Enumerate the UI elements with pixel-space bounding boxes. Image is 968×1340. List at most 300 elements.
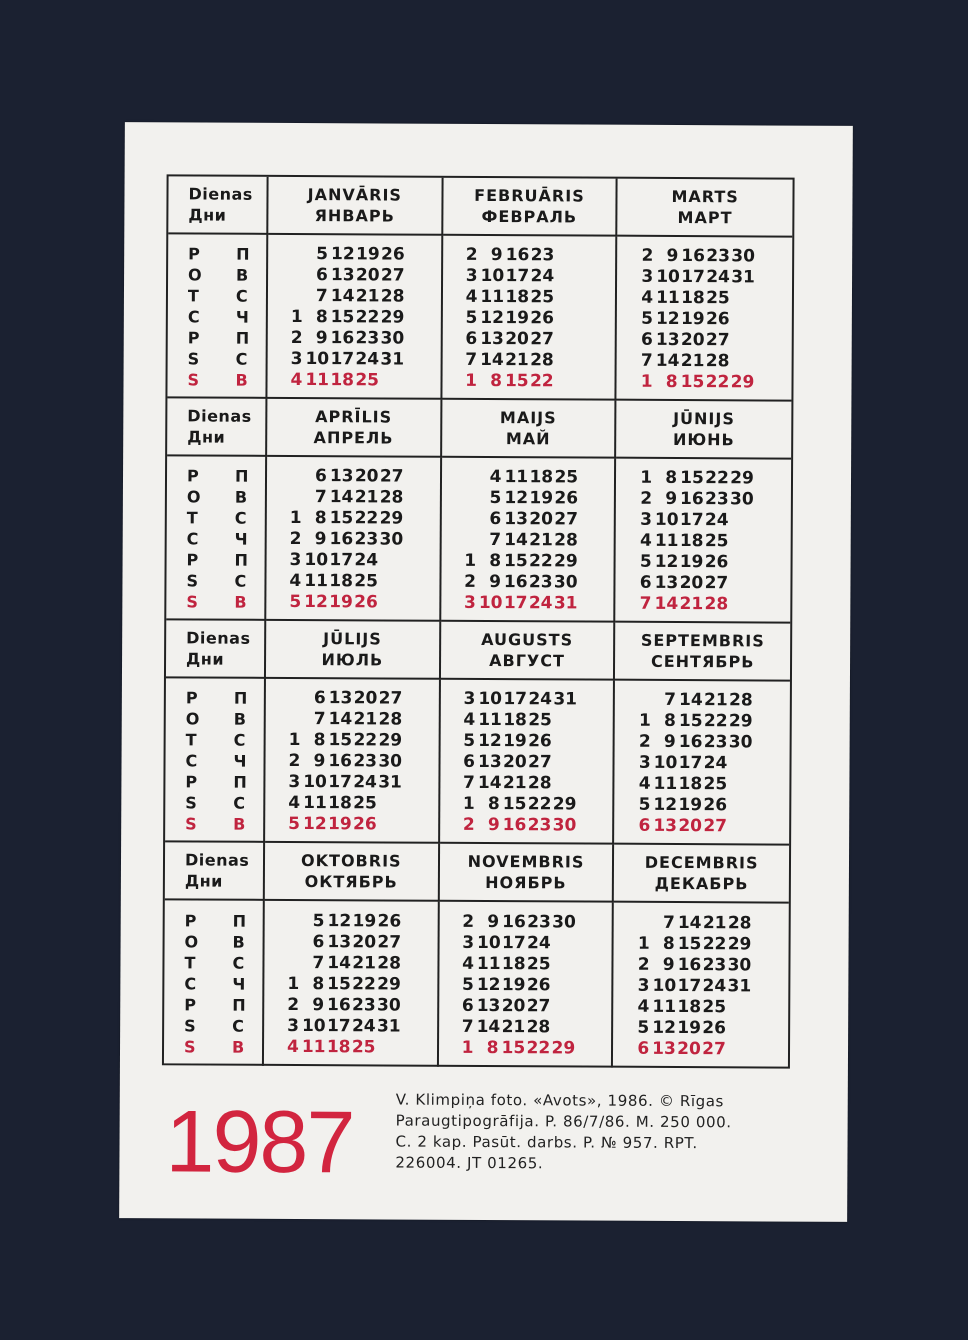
day-number: 26	[354, 591, 378, 612]
day-label-lv: T	[186, 507, 198, 527]
day-number: 10	[654, 509, 679, 530]
day-number: 29	[380, 306, 405, 328]
day-number: 10	[478, 592, 503, 613]
month-name-ru: ФЕВРАЛЬ	[481, 206, 578, 227]
day-number: 25	[706, 287, 730, 308]
day-number: 21	[352, 953, 377, 974]
day-label-row	[188, 348, 266, 369]
week-row	[267, 528, 440, 550]
day-number	[402, 912, 424, 933]
day-number: 13	[504, 508, 529, 529]
month-name-ru: ИЮЛЬ	[321, 650, 384, 670]
day-number	[730, 573, 752, 594]
day-number: 29	[378, 729, 403, 751]
day-label-row	[188, 243, 266, 264]
week-row	[614, 976, 789, 998]
week-row	[615, 731, 790, 753]
day-number: 15	[680, 371, 705, 392]
day-label-ru: П	[232, 911, 247, 931]
day-number	[403, 751, 425, 772]
day-number	[402, 996, 424, 1017]
day-number	[756, 288, 778, 309]
day-number: 28	[380, 285, 405, 307]
day-number	[552, 933, 574, 954]
week-row	[617, 371, 792, 393]
day-label-row	[187, 465, 265, 486]
day-number: 8	[664, 710, 676, 731]
day-number: 5	[463, 730, 476, 751]
day-number: 14	[330, 285, 355, 306]
week-row	[617, 287, 792, 309]
week-row	[265, 911, 438, 933]
day-number: 24	[528, 592, 553, 613]
day-number: 21	[505, 349, 529, 370]
day-labels	[167, 234, 268, 399]
day-number: 3	[463, 688, 476, 709]
day-label-lv: P	[185, 771, 198, 791]
day-number: 7	[662, 912, 675, 933]
day-number: 4	[638, 773, 651, 794]
month-name-ru: НОЯБРЬ	[485, 872, 567, 893]
week-row	[439, 912, 612, 934]
day-number: 16	[502, 814, 527, 835]
day-number	[553, 710, 575, 731]
day-number: 8	[486, 1038, 499, 1059]
day-number: 3	[463, 592, 476, 613]
week-row	[267, 369, 440, 391]
day-label-row	[187, 369, 265, 390]
week-row	[616, 572, 791, 594]
week-row	[267, 486, 440, 508]
day-number: 4	[286, 1036, 299, 1058]
day-number: 30	[728, 731, 753, 752]
day-label-ru: С	[234, 571, 247, 591]
day-number: 24	[528, 688, 553, 709]
week-row	[614, 955, 789, 977]
day-number: 12	[302, 813, 327, 834]
day-number: 24	[706, 266, 730, 287]
day-number: 6	[314, 465, 327, 486]
month-days	[442, 236, 618, 401]
day-number: 9	[490, 244, 503, 265]
month-name-ru: ДЕКАБРЬ	[654, 873, 749, 894]
day-number	[405, 349, 427, 370]
day-label-row	[185, 813, 263, 834]
day-number: 12	[652, 1017, 677, 1038]
day-number: 21	[703, 689, 728, 710]
day-label-lv: T	[184, 953, 196, 973]
day-number: 4	[489, 466, 502, 487]
day-number	[579, 509, 601, 530]
day-label-lv: S	[183, 1037, 196, 1057]
day-label-lv: P	[184, 911, 197, 931]
day-number: 24	[354, 549, 379, 570]
day-number	[379, 550, 401, 571]
day-label-lv: O	[184, 932, 199, 952]
day-number: 23	[355, 327, 380, 348]
day-number: 31	[553, 592, 578, 613]
day-number: 5	[461, 974, 474, 995]
day-number: 8	[665, 467, 678, 488]
day-number: 5	[465, 307, 478, 328]
day-label-lv: O	[188, 264, 202, 285]
day-number: 9	[487, 912, 500, 933]
day-number	[755, 510, 777, 531]
day-number	[454, 487, 476, 508]
day-number: 11	[304, 570, 329, 591]
day-number: 26	[528, 730, 552, 751]
day-number	[756, 246, 778, 267]
day-number: 1	[640, 467, 653, 488]
day-number: 3	[462, 932, 475, 953]
day-number: 28	[526, 1017, 551, 1038]
day-number: 31	[376, 1016, 401, 1037]
day-label-row	[185, 910, 263, 931]
week-row	[268, 348, 441, 370]
day-number: 8	[315, 306, 328, 327]
day-number: 14	[504, 529, 528, 550]
day-number: 6	[461, 995, 474, 1016]
week-row	[613, 1039, 788, 1061]
day-number	[403, 730, 425, 751]
day-number: 22	[526, 1038, 551, 1059]
day-number	[406, 307, 428, 328]
month-name-ru: ИЮНЬ	[672, 429, 735, 450]
day-number	[727, 1018, 749, 1039]
day-number: 5	[316, 243, 329, 264]
days-header-ru: Дни	[186, 649, 225, 669]
day-label-ru: П	[233, 688, 248, 708]
day-number: 14	[654, 593, 679, 614]
day-number: 18	[330, 369, 355, 390]
day-number: 11	[653, 773, 678, 794]
day-number	[405, 370, 427, 391]
day-number: 16	[678, 731, 703, 752]
week-row	[268, 306, 441, 328]
day-number	[581, 266, 603, 287]
day-number: 19	[678, 794, 703, 815]
week-row	[265, 813, 438, 835]
day-number	[727, 1039, 749, 1060]
day-number	[556, 266, 578, 287]
week-row	[267, 549, 440, 571]
day-number: 1	[462, 793, 475, 814]
day-number: 5	[489, 487, 502, 508]
day-number: 9	[489, 571, 502, 592]
day-label-lv: S	[184, 1016, 196, 1036]
day-label-ru: П	[234, 550, 249, 570]
day-number	[380, 370, 402, 391]
month-days	[614, 681, 790, 846]
day-number: 20	[680, 329, 705, 350]
day-number: 27	[380, 264, 405, 286]
day-number: 18	[505, 286, 530, 307]
day-number: 15	[504, 550, 528, 571]
day-number: 30	[731, 245, 756, 266]
day-number	[555, 287, 577, 308]
month-header	[442, 400, 617, 459]
day-number	[755, 531, 777, 552]
day-number: 29	[730, 467, 754, 488]
day-number	[756, 267, 778, 288]
day-label-row	[185, 750, 263, 771]
day-label-row	[184, 1015, 262, 1036]
day-number: 13	[655, 329, 680, 350]
day-number	[579, 467, 601, 488]
day-number: 25	[351, 1037, 376, 1058]
day-number: 3	[638, 752, 651, 773]
day-number: 26	[352, 813, 377, 834]
day-number: 18	[681, 287, 705, 308]
day-number: 31	[727, 976, 752, 997]
day-number: 25	[703, 773, 728, 794]
day-number: 26	[526, 975, 551, 996]
day-number: 30	[552, 814, 577, 835]
day-number	[730, 531, 752, 552]
day-number: 24	[355, 348, 380, 369]
day-label-ru: В	[233, 814, 246, 834]
day-number	[552, 996, 574, 1017]
day-number	[578, 752, 600, 773]
day-number	[555, 350, 577, 371]
day-number: 1	[637, 933, 650, 954]
day-number: 27	[378, 687, 403, 709]
day-number: 13	[480, 328, 504, 349]
day-number	[553, 731, 575, 752]
day-number: 30	[730, 488, 754, 509]
day-label-lv: C	[187, 306, 200, 326]
day-number: 11	[301, 1037, 326, 1058]
day-number	[377, 1037, 399, 1058]
day-number: 29	[551, 1038, 576, 1059]
day-number: 1	[287, 973, 300, 995]
day-number	[728, 816, 750, 837]
day-label-lv: P	[187, 327, 200, 347]
day-number	[756, 351, 778, 372]
day-number	[754, 753, 776, 774]
day-number	[580, 308, 602, 329]
calendar-card	[119, 122, 853, 1222]
day-label-ru: Ч	[232, 974, 246, 994]
week-row	[617, 329, 792, 351]
day-number: 28	[727, 913, 752, 934]
day-number: 25	[355, 369, 380, 390]
week-row	[441, 592, 614, 614]
day-number: 26	[703, 794, 728, 815]
day-number	[755, 552, 777, 573]
day-number: 31	[378, 771, 402, 793]
day-number: 25	[554, 466, 579, 487]
week-row	[615, 752, 790, 774]
day-number: 2	[637, 954, 650, 975]
day-number	[379, 592, 401, 613]
day-number	[579, 530, 601, 551]
day-number: 8	[314, 507, 327, 528]
days-header	[166, 620, 266, 679]
day-number: 16	[680, 488, 704, 509]
month-header	[614, 845, 789, 904]
week-row	[267, 465, 440, 487]
day-number: 5	[641, 308, 654, 329]
day-number: 16	[328, 750, 353, 771]
month-header	[266, 621, 441, 680]
day-label-lv: S	[187, 369, 200, 389]
day-number: 23	[528, 571, 553, 592]
day-number: 1	[464, 550, 477, 571]
day-number: 12	[304, 591, 328, 612]
day-number: 4	[641, 287, 654, 308]
day-number: 4	[462, 953, 475, 974]
day-number: 18	[501, 954, 526, 975]
day-number	[752, 976, 774, 997]
day-number: 17	[502, 933, 526, 954]
day-number: 9	[662, 954, 675, 975]
day-number: 23	[703, 731, 728, 752]
day-number	[754, 774, 776, 795]
day-number: 27	[554, 508, 579, 529]
day-number: 28	[378, 708, 403, 730]
month-name-ru: АВГУСТ	[489, 651, 565, 671]
week-row	[441, 571, 614, 593]
days-header-ru: Дни	[188, 205, 227, 225]
imprint-line: 226004. JT 01265.	[395, 1153, 544, 1173]
day-number: 5	[289, 591, 302, 612]
day-number: 20	[501, 996, 526, 1017]
day-label-lv: T	[185, 729, 197, 749]
month-name-ru: ОКТЯБРЬ	[304, 872, 398, 892]
week-row	[614, 997, 789, 1019]
day-number	[753, 816, 775, 837]
day-number: 7	[461, 1016, 474, 1037]
day-number: 1	[461, 1037, 474, 1058]
day-number: 17	[677, 976, 702, 997]
days-header-lv: Dienas	[184, 850, 250, 870]
day-number: 21	[702, 913, 727, 934]
day-number	[580, 371, 602, 392]
day-number: 21	[502, 772, 527, 793]
week-row	[442, 328, 615, 350]
day-number	[580, 287, 602, 308]
day-label-ru: В	[232, 932, 245, 952]
day-number: 23	[353, 750, 378, 771]
day-number: 28	[377, 953, 402, 974]
day-number	[552, 954, 574, 975]
week-row	[615, 794, 790, 816]
day-number: 27	[527, 751, 552, 772]
day-number: 9	[314, 528, 327, 549]
day-number: 3	[637, 975, 650, 996]
imprint-line: C. 2 kap. Pasūt. darbs. P. № 957. RPT.	[395, 1132, 698, 1153]
day-number: 26	[702, 1018, 727, 1039]
day-number: 30	[379, 528, 404, 550]
day-number: 6	[312, 932, 325, 953]
week-row	[264, 1016, 437, 1038]
day-number: 11	[480, 286, 505, 307]
day-labels	[164, 900, 265, 1066]
day-number: 27	[704, 572, 729, 593]
day-label-row	[185, 771, 263, 792]
day-label-ru: С	[235, 286, 248, 306]
day-label-ru: П	[236, 244, 250, 264]
day-number	[406, 286, 428, 307]
day-number	[752, 1039, 774, 1060]
month-days	[264, 901, 440, 1067]
day-number: 14	[477, 772, 502, 793]
month-days	[266, 457, 442, 622]
day-number	[578, 773, 600, 794]
day-number: 14	[480, 349, 504, 370]
day-number: 12	[653, 794, 678, 815]
day-number	[553, 773, 575, 794]
day-number: 16	[503, 571, 528, 592]
day-label-ru: П	[232, 995, 246, 1015]
day-number: 31	[553, 688, 578, 709]
day-number: 30	[727, 955, 752, 976]
day-number	[731, 288, 753, 309]
day-number	[754, 711, 776, 732]
day-number: 29	[379, 507, 404, 529]
day-number: 15	[504, 370, 529, 391]
day-number: 28	[527, 772, 552, 793]
day-label-lv: S	[185, 813, 197, 833]
day-number: 29	[554, 550, 578, 571]
day-number: 15	[678, 710, 703, 731]
day-number: 7	[314, 486, 327, 507]
week-row	[264, 995, 437, 1017]
days-header	[167, 398, 267, 457]
week-row	[268, 327, 441, 349]
day-number: 6	[637, 1038, 650, 1059]
day-number: 29	[552, 793, 577, 814]
day-label-row	[188, 306, 266, 327]
day-label-lv: C	[186, 528, 199, 548]
day-number	[579, 593, 601, 614]
day-number: 7	[489, 529, 502, 550]
week-row	[265, 771, 438, 793]
day-number: 17	[681, 266, 705, 287]
day-number: 9	[663, 731, 676, 752]
month-name-lv: FEBRUĀRIS	[474, 185, 585, 206]
month-header	[443, 178, 618, 237]
day-number	[281, 285, 303, 306]
day-number	[578, 731, 600, 752]
day-number: 10	[480, 265, 505, 286]
day-number: 26	[554, 487, 579, 508]
day-number	[378, 793, 400, 814]
day-number: 10	[656, 266, 680, 287]
day-number	[579, 488, 601, 509]
day-number	[404, 571, 426, 592]
day-number: 20	[679, 572, 704, 593]
day-number: 23	[527, 814, 552, 835]
day-number: 25	[526, 954, 551, 975]
day-number	[579, 572, 601, 593]
day-number	[555, 371, 577, 392]
day-label-ru: С	[234, 508, 247, 528]
day-number	[728, 795, 750, 816]
day-number: 29	[728, 710, 753, 731]
week-row	[617, 350, 792, 372]
day-number: 7	[639, 593, 652, 614]
days-header-ru: Дни	[184, 871, 223, 891]
day-number: 24	[704, 509, 729, 530]
day-number: 13	[327, 932, 352, 953]
week-row	[440, 751, 613, 773]
day-number: 9	[665, 488, 678, 509]
week-row	[266, 591, 439, 613]
day-number: 5	[312, 911, 325, 932]
day-number	[577, 954, 599, 975]
